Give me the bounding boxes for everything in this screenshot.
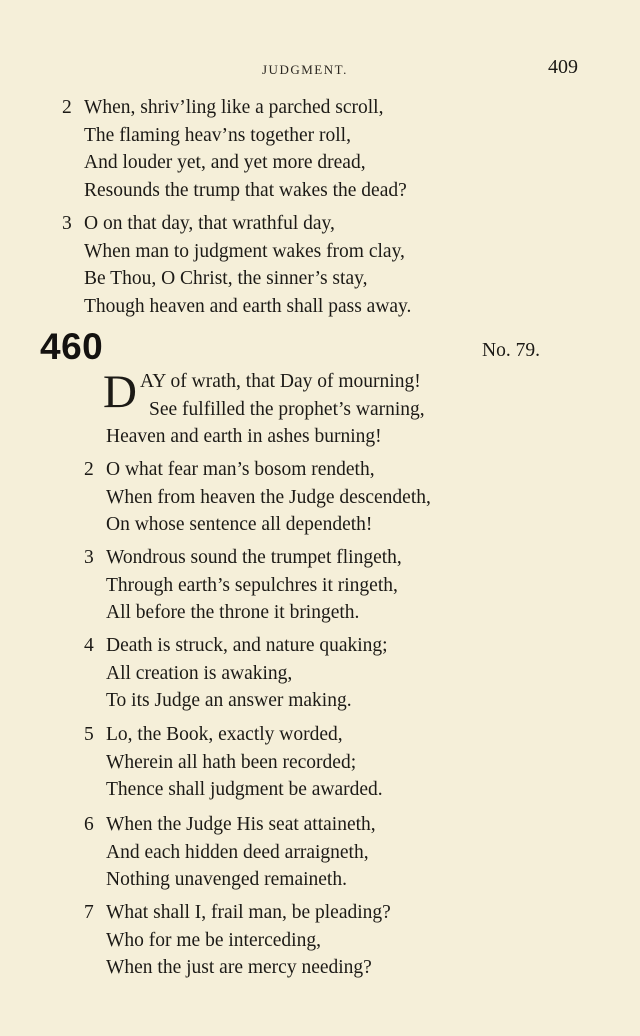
stanza-line: Heaven and earth in ashes burning! bbox=[106, 426, 382, 447]
stanza-number: 7 bbox=[84, 902, 94, 923]
stanza-line: When the Judge His seat attaineth, bbox=[106, 814, 376, 835]
stanza-line: O on that day, that wrathful day, bbox=[84, 213, 335, 234]
stanza-line: To its Judge an answer making. bbox=[106, 690, 352, 711]
hymn-stanza-5 bbox=[84, 721, 383, 804]
running-title: JUDGMENT. bbox=[262, 62, 348, 77]
page-number: 409 bbox=[548, 56, 578, 78]
previous-hymn-stanza-2 bbox=[62, 94, 407, 204]
stanza-number: 5 bbox=[84, 724, 94, 745]
stanza-line: When, shriv’ling like a parched scroll, bbox=[84, 97, 384, 118]
hymn-stanza-4 bbox=[84, 632, 388, 715]
stanza-number: 2 bbox=[62, 97, 72, 118]
hymn-stanza-7 bbox=[84, 899, 391, 982]
stanza-line: Nothing unavenged remaineth. bbox=[106, 869, 347, 890]
hymn-stanza-2 bbox=[84, 456, 431, 539]
stanza-line: All creation is awaking, bbox=[106, 662, 293, 684]
stanza-number: 4 bbox=[84, 635, 94, 656]
stanza-number: 6 bbox=[84, 814, 94, 835]
previous-hymn-stanza-3 bbox=[62, 210, 411, 320]
tune-reference: No. 79. bbox=[482, 340, 540, 361]
stanza-line: When man to judgment wakes from clay, bbox=[84, 240, 405, 262]
stanza-line: When from heaven the Judge descendeth, bbox=[106, 486, 431, 508]
stanza-line: Be Thou, O Christ, the sinner’s stay, bbox=[84, 268, 368, 289]
stanza-number: 3 bbox=[84, 547, 94, 568]
stanza-number: 3 bbox=[62, 213, 72, 234]
hymn-stanza-3 bbox=[84, 544, 402, 627]
stanza-line: Who for me be interceding, bbox=[106, 929, 321, 951]
stanza-line: Thence shall judgment be awarded. bbox=[106, 779, 383, 800]
stanza-line: All before the throne it bringeth. bbox=[106, 602, 360, 623]
hymn-stanza-1 bbox=[103, 366, 425, 451]
stanza-line: And each hidden deed arraigneth, bbox=[106, 841, 369, 863]
stanza-line: Though heaven and earth shall pass away. bbox=[84, 295, 412, 317]
stanza-line: The flaming heav’ns together roll, bbox=[84, 124, 351, 146]
hymn-number: 460 bbox=[40, 326, 104, 367]
stanza-line: Wherein all hath been recorded; bbox=[106, 751, 357, 773]
stanza-line: Wondrous sound the trumpet flingeth, bbox=[106, 547, 402, 568]
stanza-line: When the just are mercy needing? bbox=[106, 957, 372, 978]
stanza-line: AY of wrath, that Day of mourning! bbox=[140, 371, 421, 392]
drop-cap: D bbox=[103, 366, 137, 418]
stanza-line: O what fear man’s bosom rendeth, bbox=[106, 459, 375, 480]
stanza-line: Resounds the trump that wakes the dead? bbox=[84, 179, 407, 201]
stanza-line: Through earth’s sepulchres it ringeth, bbox=[106, 574, 398, 596]
stanza-line: See fulfilled the prophet’s warning, bbox=[149, 398, 425, 420]
stanza-line: Lo, the Book, exactly worded, bbox=[106, 724, 343, 745]
stanza-number: 2 bbox=[84, 459, 94, 480]
hymn-stanza-6 bbox=[84, 811, 376, 894]
stanza-line: And louder yet, and yet more dread, bbox=[84, 152, 366, 173]
stanza-line: What shall I, frail man, be pleading? bbox=[106, 902, 391, 923]
stanza-line: Death is struck, and nature quaking; bbox=[106, 635, 388, 656]
stanza-line: On whose sentence all dependeth! bbox=[106, 514, 373, 535]
